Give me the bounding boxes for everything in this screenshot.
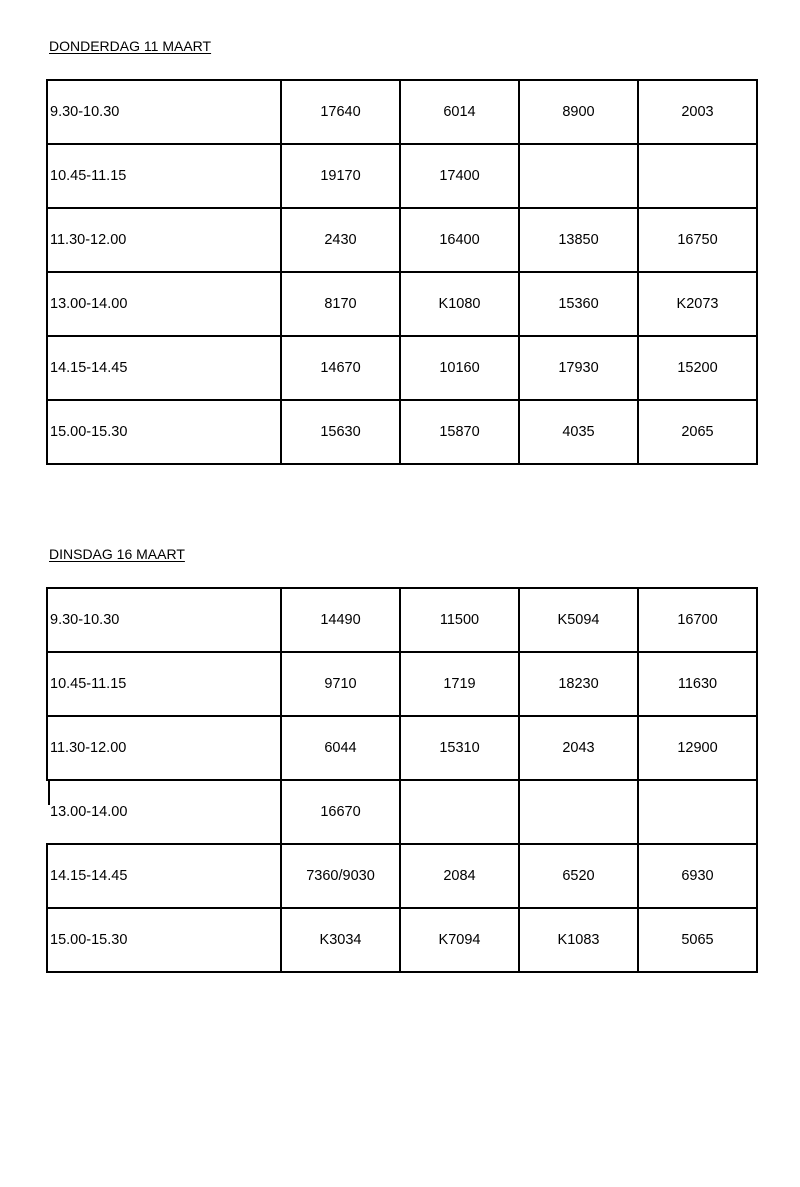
- time-slot-cell: 11.30-12.00: [47, 716, 281, 780]
- table-cell: 11630: [638, 652, 757, 716]
- time-slot-cell: 9.30-10.30: [47, 80, 281, 144]
- table-cell: 15200: [638, 336, 757, 400]
- table-cell: 6014: [400, 80, 519, 144]
- table-cell: 2003: [638, 80, 757, 144]
- table-cell: K3034: [281, 908, 400, 972]
- table-row: [47, 144, 757, 208]
- table-cell: [519, 144, 638, 208]
- table-row: [47, 588, 757, 652]
- table-cell: 15310: [400, 716, 519, 780]
- table-cell: 7360/9030: [281, 844, 400, 908]
- table-row: [47, 80, 757, 144]
- table-cell: 17930: [519, 336, 638, 400]
- table-cell: 16700: [638, 588, 757, 652]
- table-cell: 16670: [281, 780, 400, 844]
- table-cell: 9710: [281, 652, 400, 716]
- table-cell: 2084: [400, 844, 519, 908]
- table-cell: 2430: [281, 208, 400, 272]
- table-cell: 8170: [281, 272, 400, 336]
- time-slot-cell: 14.15-14.45: [47, 844, 281, 908]
- table-cell: 16750: [638, 208, 757, 272]
- table-row: [47, 844, 757, 908]
- table-row: [47, 336, 757, 400]
- table-row: [47, 208, 757, 272]
- time-slot-cell: 14.15-14.45: [47, 336, 281, 400]
- time-slot-cell: 10.45-11.15: [47, 144, 281, 208]
- time-slot-cell: 13.00-14.00: [47, 780, 281, 844]
- table-row: [47, 716, 757, 780]
- table-cell: 12900: [638, 716, 757, 780]
- table-cell: [638, 144, 757, 208]
- table-cell: 14490: [281, 588, 400, 652]
- table-cell: 15870: [400, 400, 519, 464]
- table-cell: 2043: [519, 716, 638, 780]
- time-slot-cell: 11.30-12.00: [47, 208, 281, 272]
- table-cell: 11500: [400, 588, 519, 652]
- table-cell: 1719: [400, 652, 519, 716]
- table-cell: 17640: [281, 80, 400, 144]
- section-title: DINSDAG 16 MAART: [49, 546, 185, 562]
- table-cell: [400, 780, 519, 844]
- table-cell: K5094: [519, 588, 638, 652]
- table-cell: K2073: [638, 272, 757, 336]
- table-cell: 6930: [638, 844, 757, 908]
- table-cell: 19170: [281, 144, 400, 208]
- table-cell: 15630: [281, 400, 400, 464]
- table-cell: K7094: [400, 908, 519, 972]
- table-cell: [638, 780, 757, 844]
- table-cell: 10160: [400, 336, 519, 400]
- table-cell: K1083: [519, 908, 638, 972]
- table-cell: 5065: [638, 908, 757, 972]
- table-row: [47, 400, 757, 464]
- table-cell: 6044: [281, 716, 400, 780]
- table-cell: 16400: [400, 208, 519, 272]
- table-row: [47, 652, 757, 716]
- table-row: [47, 908, 757, 972]
- table-cell: 8900: [519, 80, 638, 144]
- table-row: [47, 272, 757, 336]
- table-cell: 18230: [519, 652, 638, 716]
- table-cell: 17400: [400, 144, 519, 208]
- section-title: DONDERDAG 11 MAART: [49, 38, 212, 54]
- schedule-table: [46, 79, 758, 465]
- table-cell: 2065: [638, 400, 757, 464]
- table-cell: 15360: [519, 272, 638, 336]
- time-slot-cell: 15.00-15.30: [47, 908, 281, 972]
- time-slot-cell: 15.00-15.30: [47, 400, 281, 464]
- table-cell: 13850: [519, 208, 638, 272]
- table-cell: [519, 780, 638, 844]
- time-slot-cell: 13.00-14.00: [47, 272, 281, 336]
- schedule-table: [46, 587, 758, 973]
- time-slot-cell: 10.45-11.15: [47, 652, 281, 716]
- table-cell: K1080: [400, 272, 519, 336]
- time-slot-cell: 9.30-10.30: [47, 588, 281, 652]
- table-cell: 6520: [519, 844, 638, 908]
- table-row: [47, 780, 757, 844]
- table-cell: 4035: [519, 400, 638, 464]
- table-cell: 14670: [281, 336, 400, 400]
